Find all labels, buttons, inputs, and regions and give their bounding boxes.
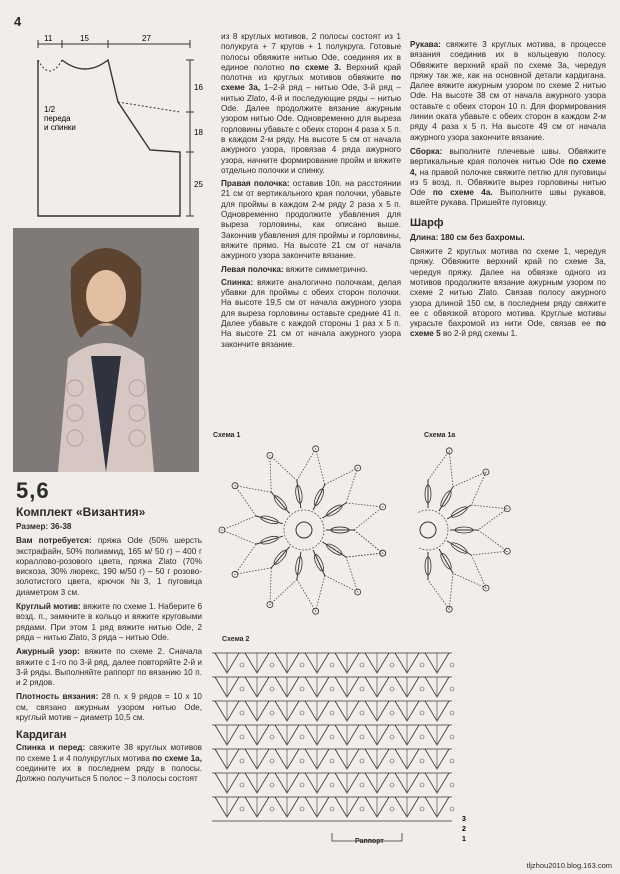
- chain-point: [235, 486, 271, 516]
- spoke: [323, 503, 347, 518]
- inner-round: [418, 510, 448, 550]
- left-front: Левая полочка: вяжите симметрично.: [221, 264, 368, 274]
- chain: [240, 663, 244, 667]
- chain-point: [235, 544, 271, 574]
- chain-point: [471, 530, 507, 555]
- chain: [240, 759, 244, 763]
- chain-point: [453, 555, 486, 588]
- right-column-text: [410, 40, 606, 340]
- spoke: [439, 549, 453, 573]
- chain: [390, 807, 394, 811]
- chain: [270, 711, 274, 715]
- scheme2-label: Схема 2: [222, 636, 250, 643]
- assembly: Сборка: выполните плечевые швы. Обвяжите вертикальные края полочек нитью Ode по схеме 4, на правой полочке свяжите петлю для пуговицы из 5 возд. п. Обвяжите вырез горловины нитью Ode по схеме 4а. Выполните швы рукавов, вшейте рукава. Пришейте пуговицу.: [410, 146, 607, 208]
- chain: [330, 759, 334, 763]
- row-num-1: 1: [462, 836, 466, 843]
- chain: [300, 783, 304, 787]
- lace-pattern: Ажурный узор: вяжите по схеме 2. Сначала вяжите с 1-го по 3-й ряд, далее повторяйте 2-й и 3-й ряды. Выполняйте раппорт по вязанию 10 п. и 2 рядов.: [16, 647, 203, 688]
- ring: [296, 522, 312, 538]
- left-column-text: [16, 522, 202, 785]
- scheme1-label: Схема 1: [213, 432, 241, 439]
- set-number: 5,6: [16, 478, 50, 503]
- spoke: [447, 541, 471, 555]
- dim-top-2: 15: [80, 34, 89, 43]
- chain: [240, 687, 244, 691]
- chain: [240, 735, 244, 739]
- right-front: Правая полочка: оставив 10п. на расстоянии 21 см от вертикального края полочки, убавьте для проймы в каждом 2-м ряду 2 раза х 5 п. Одновременно продолжите убавления для выреза горловины, как описано выше. Закончив убавления для проймы и горловины, вяжите прямо. На высоте 21 см от начала ажурного узора закончите вязание.: [221, 179, 401, 261]
- chain-point: [428, 573, 453, 609]
- pattern-schematic: [10, 32, 206, 220]
- chain-point: [270, 455, 297, 492]
- chain: [270, 687, 274, 691]
- chain-point: [325, 468, 358, 503]
- chain: [330, 663, 334, 667]
- sleeves: Рукава: свяжите 3 круглых мотива, в процессе вязания соединив их в кольцевую полосу. Обвяжите верхний край по схеме 3а, чередуя пряжу так же, как на основной детали кардигана. Далее вяжите ажурным узором по схеме 2 нитью Ode. На высоте 38 см от начала ажурного узора оставьте с обеих сторон 10 п. Для формирования линии оката убавьте с обеих сторон в каждом 2-м ряду 4 раза х 5 п. На высоте 49 см от начала ажурного узора закончите вязание.: [410, 40, 606, 142]
- set-title: Комплект «Византия»: [16, 505, 146, 519]
- chain: [240, 807, 244, 811]
- spoke: [439, 487, 453, 511]
- chain: [420, 807, 424, 811]
- spoke: [313, 485, 325, 510]
- chain: [300, 807, 304, 811]
- rapport-label: Раппорт: [355, 838, 384, 845]
- spoke: [447, 505, 471, 519]
- chain: [270, 807, 274, 811]
- dim-right-2: 18: [194, 128, 203, 137]
- size-line: Размер: 36-38: [16, 522, 72, 531]
- chain: [360, 783, 364, 787]
- chain: [270, 783, 274, 787]
- chain: [300, 663, 304, 667]
- chain: [450, 759, 454, 763]
- cardigan-heading: Кардиган: [16, 729, 67, 742]
- chain: [360, 759, 364, 763]
- chain: [420, 687, 424, 691]
- chain: [450, 783, 454, 787]
- chain: [420, 711, 424, 715]
- chain: [360, 735, 364, 739]
- chain: [360, 711, 364, 715]
- chain-point: [471, 505, 507, 530]
- chain: [450, 735, 454, 739]
- chain: [450, 663, 454, 667]
- dim-top-3: 27: [142, 34, 151, 43]
- chain-point: [428, 451, 453, 487]
- back-piece: Спинка: вяжите аналогично полочкам, делая убавки для проймы с обеих сторон полочки. На высоте 19,5 см от начала ажурного узора для выреза горловины оставьте средние 41 п. Далее убавьте с каждой стороны 1 раз х 5 п. На высоте 21 см от начала ажурного узора закончите вязание.: [221, 277, 402, 349]
- chain: [420, 759, 424, 763]
- spoke: [313, 550, 325, 575]
- row-num-3: 3: [462, 816, 466, 823]
- spoke: [297, 552, 301, 580]
- dim-right-3: 25: [194, 180, 203, 189]
- chain: [450, 807, 454, 811]
- chain-point: [297, 449, 325, 485]
- chain: [450, 711, 454, 715]
- gauge: Плотность вязания: 28 п. х 9 рядов = 10 х 10 см, связано ажурным узором нитью Ode, круглый мотив – диаметр 10,5 см.: [16, 692, 202, 723]
- chain: [330, 735, 334, 739]
- back-front: Спинка и перед: свяжите 38 круглых мотивов по схеме 1 и 4 полукруглых мотива по схеме 1а, соедините их в последнем ряду в полосы. Должно получиться 5 полос – 3 полосы состоят: [16, 743, 202, 784]
- chain: [270, 759, 274, 763]
- chain: [360, 807, 364, 811]
- scheme1a-label: Схема 1а: [424, 432, 456, 439]
- chain: [390, 663, 394, 667]
- chain-point: [270, 568, 297, 605]
- ring: [420, 522, 436, 538]
- model-photo: [13, 228, 199, 472]
- spoke: [323, 542, 347, 557]
- scarf-instructions: Свяжите 2 круглых мотива по схеме 1, чередуя пряжу. Обвяжите верхний край по схеме 3а, чередуя пряжу. Далее на обвязке одного из мотивов продолжите вязание ажурным узором по схеме 2 нитью Zlato. Связав полосу ажурного узора длиной 150 см, в последнем ряду свяжите ее с обвязкой второго мотива. Круглые мотивы украсьте бахромой из нити Ode, связав ее по схеме 5 во 2-й ряд схемы 1.: [410, 247, 606, 339]
- chain: [240, 711, 244, 715]
- chain: [330, 807, 334, 811]
- chain: [420, 735, 424, 739]
- chain: [420, 663, 424, 667]
- scheme1a-chart: [418, 440, 518, 620]
- dim-right-1: 16: [194, 83, 203, 92]
- chain: [270, 663, 274, 667]
- chain-point: [346, 530, 383, 557]
- spoke: [297, 481, 301, 509]
- chain: [420, 783, 424, 787]
- scarf-length: Длина: 180 см без бахромы.: [410, 232, 525, 242]
- chain: [360, 687, 364, 691]
- chain: [390, 735, 394, 739]
- spoke: [271, 492, 289, 513]
- page-number: 4: [14, 14, 22, 29]
- chain-point: [325, 557, 358, 592]
- scheme1-chart: [214, 440, 394, 620]
- dim-top-1: 11: [44, 34, 53, 43]
- chain: [270, 735, 274, 739]
- chain-point: [222, 516, 256, 544]
- assembly-strips: из 8 круглых мотивов, 2 полосы состоят из 1 полукруга + 7 кругов + 1 полукруга. Готовые полосы обвяжите нитью Ode, соединяя их в единое полотно по схеме 3. Верхний край полотна из круглых мотивов обвяжите по схеме 3а, 1–2-й ряд – нитью Ode, 3-й ряд – нитью Zlato, 4-й и последующие ряды – нитью Ode. Далее продолжите вязание ажурным узором нитью Ode. Одновременно для выреза горловины убавьте с обеих сторон 4 раза х 5 п. в каждом 2-м ряду. На высоте 5 см от начала ажурного узора, провязав 4 ряда ажурного узора, начните формирование пройм и вяжите отдельно полочки и спинку.: [221, 32, 402, 175]
- chain: [240, 783, 244, 787]
- chain: [330, 711, 334, 715]
- chain: [390, 759, 394, 763]
- chain: [300, 759, 304, 763]
- chain-point: [346, 530, 383, 557]
- scheme2-chart: [212, 645, 474, 850]
- chain: [330, 783, 334, 787]
- chain: [300, 735, 304, 739]
- materials: Вам потребуется: пряжа Ode (50% шерсть экстрафайн, 50% полиамид, 165 м/ 50 г) – 400 г кораллово-розового цвета, пряжа Zlato (70% вискоза, 30% люрекс, 190 м/50 г) – 50 г розово-золотистого цвета, крючок №3, 1 пуговица диаметром 3 см.: [16, 536, 203, 597]
- chain: [450, 687, 454, 691]
- row-num-2: 2: [462, 826, 466, 833]
- chain: [300, 687, 304, 691]
- chain: [390, 687, 394, 691]
- chain: [390, 783, 394, 787]
- footer-url: tljzhou2010.blog.163.com: [526, 861, 612, 870]
- chain-point: [346, 503, 383, 530]
- chain-point: [297, 575, 325, 611]
- spoke: [271, 547, 289, 568]
- chain-point: [453, 472, 486, 505]
- model-illustration: [13, 228, 199, 472]
- scarf-heading: Шарф: [410, 216, 444, 229]
- chain: [330, 687, 334, 691]
- inner-round: [284, 510, 324, 550]
- pattern-label: 1/2 переда и спинки: [44, 105, 76, 132]
- chain: [300, 711, 304, 715]
- chain: [390, 711, 394, 715]
- middle-column-text: [221, 32, 401, 350]
- round-motif: Круглый мотив: вяжите по схеме 1. Наберите 6 возд. п., замкните в кольцо и вяжите круговыми рядами. При этом 1 ряд вяжите нитью Ode, 2 ряда – нитью Zlato, 3 ряда – нитью Ode.: [16, 602, 203, 642]
- chain: [360, 663, 364, 667]
